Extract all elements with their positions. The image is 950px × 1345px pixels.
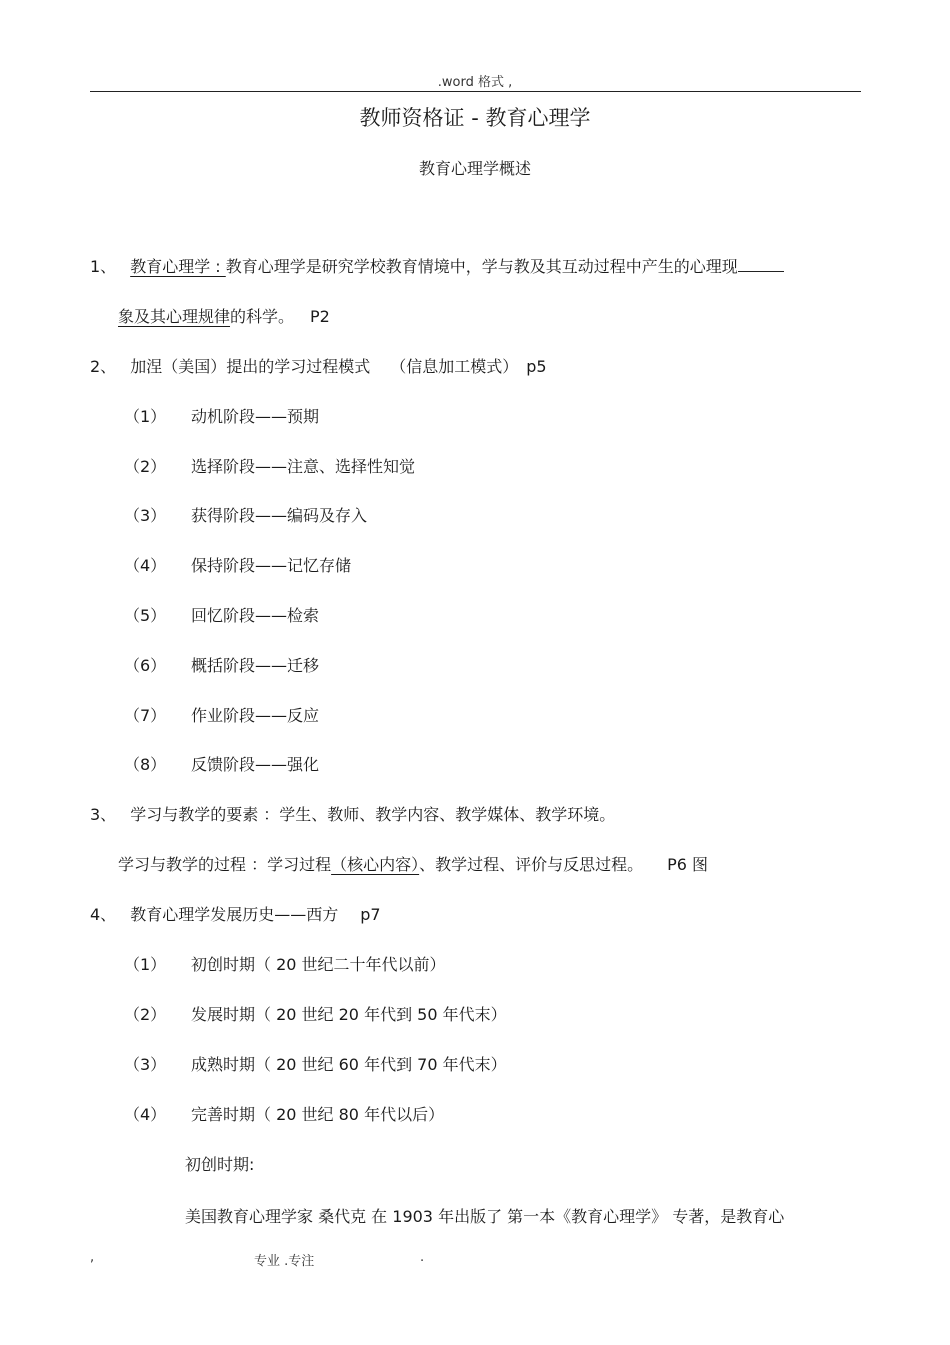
section-paren: （信息加工模式） [390, 357, 519, 376]
section-3-line-1 [90, 804, 615, 826]
footer-left: , [90, 1250, 95, 1265]
paragraph-text: 美国教育心理学家 桑代克 在 1903 年出版了 第一本《教育心理学》 专著，是教育心 [185, 1207, 785, 1226]
section-3-line-2: 学习与教学的过程 ：学习过程（核心内容）、教学过程、评价与反思过程。 P6 图 [118, 855, 709, 874]
subsection-heading: 初创时期: [185, 1155, 255, 1174]
definition-end: 的科学。 [230, 307, 295, 326]
section-1-line-1 [90, 256, 784, 278]
section-number: 2、 [90, 357, 117, 376]
section-number: 1、 [90, 257, 117, 276]
definition-text: 教育心理学是研究学校教育情境中，学与教及其互动过程中产生的心理现 [225, 257, 738, 276]
page-header: .word 格式 , [437, 75, 513, 90]
footer-center: 专业 .专注 [254, 1254, 315, 1269]
list-item: （1） 动机阶段——预期 [124, 407, 320, 426]
section-1-line-2 [118, 306, 330, 328]
page-reference: p7 [360, 905, 381, 924]
document-title: 教师资格证 - 教育心理学 [359, 106, 591, 130]
list-item: （3） 成熟时期（ 20 世纪 60 年代到 70 年代末） [124, 1055, 507, 1074]
list-item: （2） 发展时期（ 20 世纪 20 年代到 50 年代末） [124, 1005, 507, 1024]
page-reference: p5 [526, 357, 547, 376]
list-item: （5） 回忆阶段——检索 [124, 606, 320, 625]
list-item: （4） 保持阶段——记忆存储 [124, 556, 352, 575]
list-item: （3） 获得阶段——编码及存入 [124, 506, 368, 525]
list-item: （4） 完善时期（ 20 世纪 80 年代以后） [124, 1105, 445, 1124]
term-educational-psychology: 教育心理学 : [130, 257, 226, 276]
section-2-heading [90, 356, 547, 378]
section-4-heading [90, 904, 381, 926]
section-number: 4、 [90, 905, 117, 924]
page-reference: P6 图 [667, 855, 709, 874]
header-rule [90, 91, 861, 92]
list-item: （7） 作业阶段——反应 [124, 706, 320, 725]
list-item: （1） 初创时期（ 20 世纪二十年代以前） [124, 955, 446, 974]
list-item: （8） 反馈阶段——强化 [124, 755, 320, 774]
section-text: 学习与教学的要素 ：学生、教师、教学内容、教学媒体、教学环境。 [130, 805, 616, 824]
section-text: 教育心理学发展历史——西方 [130, 905, 339, 924]
section-number: 3、 [90, 805, 117, 824]
definition-underlined: 象及其心理规律 [118, 307, 231, 326]
list-item: （2） 选择阶段——注意、选择性知觉 [124, 457, 416, 476]
footer-right: . [420, 1250, 425, 1265]
document-subtitle: 教育心理学概述 [418, 159, 531, 178]
list-item: （6） 概括阶段——迁移 [124, 656, 320, 675]
core-content-underlined: （核心内容） [331, 855, 420, 874]
page-reference: P2 [310, 307, 330, 326]
section-text: 加涅（美国）提出的学习过程模式 [130, 357, 371, 376]
blank-line [738, 257, 784, 272]
